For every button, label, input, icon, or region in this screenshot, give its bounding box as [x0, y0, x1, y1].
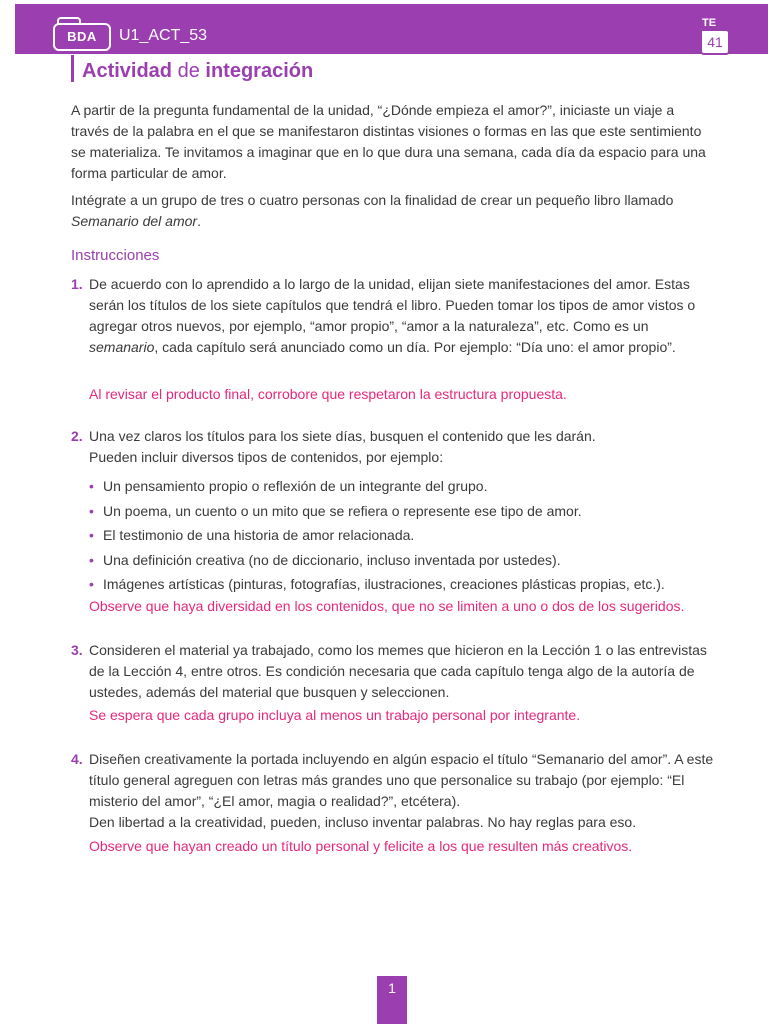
- list-item: • Imágenes artísticas (pinturas, fotografías, ilustraciones, creaciones plásticas propias, etc.).: [89, 572, 729, 597]
- page-badge: [700, 16, 732, 54]
- teacher-note-4: Observe que hayan creado un título personal y felicite a los que resulten más creativos.: [89, 838, 633, 854]
- bullet-icon: •: [89, 576, 94, 592]
- item-number: 2.: [71, 428, 83, 444]
- bullet-icon: •: [89, 502, 94, 519]
- teacher-note-3: Se espera que cada grupo incluya al menos un trabajo personal por integrante.: [89, 707, 581, 723]
- bullet-icon: •: [89, 478, 94, 494]
- title-accent-bar: [71, 55, 74, 82]
- item-number: 3.: [71, 642, 83, 658]
- instructions-heading: Instrucciones: [71, 247, 160, 264]
- list-item: • Una definición creativa (no de diccionario, incluso inventada por ustedes).: [89, 548, 729, 573]
- list-item: • Un pensamiento propio o reflexión de un integrante del grupo.: [89, 474, 729, 499]
- content-type-list: [89, 474, 729, 597]
- page-title: [82, 58, 313, 84]
- bullet-icon: •: [89, 527, 94, 543]
- item-number: 4.: [71, 751, 83, 767]
- title-part-de: de: [177, 60, 200, 82]
- teacher-note-2: Observe que haya diversidad en los contenidos, que no se limiten a uno o dos de los sugeridos.: [89, 598, 685, 614]
- teacher-note-1: Al revisar el producto final, corrobore que respetaron la estructura propuesta.: [89, 386, 567, 402]
- te-badge: TE: [701, 17, 717, 29]
- activity-code: U1_ACT_53: [119, 27, 208, 44]
- intro-paragraph-2: Intégrate a un grupo de tres o cuatro personas con la finalidad de crear un pequeño libro llamado Semanario del amor.: [71, 192, 674, 229]
- item-number: 1.: [71, 276, 83, 292]
- title-part-activity: Actividad: [82, 60, 173, 82]
- page-label: Página: [658, 35, 696, 49]
- bda-logo-text: BDA: [53, 23, 111, 51]
- bullet-icon: •: [89, 551, 94, 568]
- list-item: • Un poema, un cuento o un mito que se refiera o represente ese tipo de amor.: [89, 499, 729, 524]
- item-text: De acuerdo con lo aprendido a lo largo de la unidad, elijan siete manifestaciones del amor. Estas serán los títulos de los siete capítulos que tendrá el libro. Pueden tomar los tipos de amor vistos o agregar otros nuevos, por ejemplo, “amor propio”, “amor a la naturaleza”, etc. Como es un semanario, cada capítulo será anunciado como un día. Por ejemplo: “Día uno: el amor propio”.: [89, 276, 696, 355]
- title-part-integration: integración: [205, 60, 314, 82]
- footer-page-number: 1: [377, 976, 407, 1024]
- list-item: • El testimonio de una historia de amor relacionada.: [89, 523, 729, 548]
- intro-paragraph-1: A partir de la pregunta fundamental de la unidad, “¿Dónde empieza el amor?”, iniciaste un viaje a través de la palabra en el que se manifestaron distintas visiones o formas en las que este sentimiento se materializa. Te invitamos a imaginar que en lo que dura una semana, cada día da espacio para una forma particular de amor.: [71, 102, 706, 181]
- item-text: Consideren el material ya trabajado, como los memes que hicieron en la Lección 1 o las entrevistas de la Lección 4, entre otros. Es condición necesaria que cada capítulo tenga algo de la autoría de ustedes, además del material que busquen y seleccionen.: [89, 642, 707, 700]
- bda-logo-icon: [53, 17, 111, 47]
- item-text: Diseñen creativamente la portada incluyendo en algún espacio el título “Semanario del amor”. A este título general agreguen con letras más grandes uno que personalice su trabajo (por ejemplo: “El misterio del amor”, “¿El amor, magia o realidad?”, etcétera). Den libertad a la creatividad, pueden, incluso inventar palabras. No hay reglas para eso.: [89, 751, 714, 830]
- item-text: Una vez claros los títulos para los siete días, busquen el contenido que les darán. Pueden incluir diversos tipos de contenidos, por ejemplo:: [89, 428, 596, 465]
- page-number: 41: [700, 29, 730, 55]
